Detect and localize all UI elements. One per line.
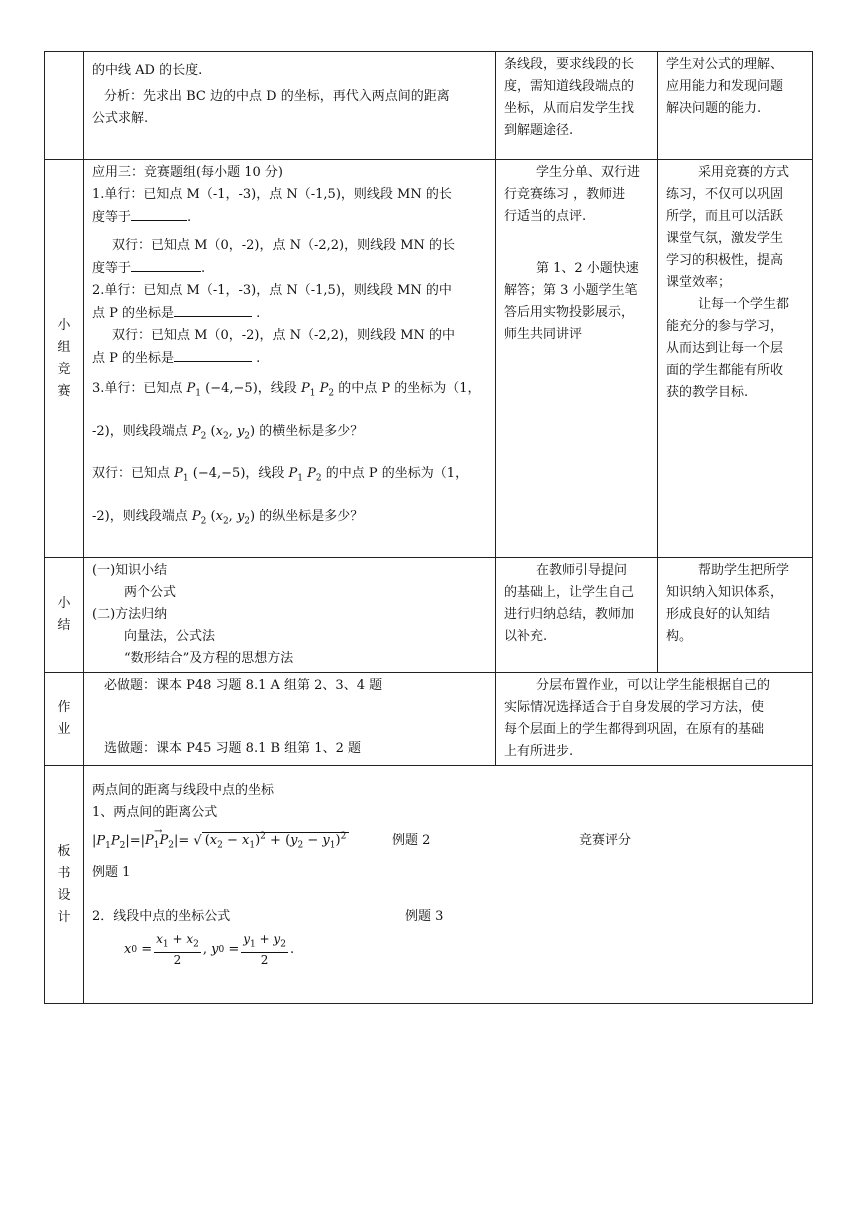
row-summary [45, 558, 813, 673]
homework-note-line: 实际情况选择适合于自身发展的学习方法，使 [504, 700, 765, 715]
q3-double-line-2: -2)，则线段端点 $P_2$ ($x_2$, $y_2$) 的纵坐标是多少？ [92, 508, 364, 527]
row3-right-line: 构。 [666, 629, 693, 644]
row1-right-line: 应用能力和发现问题 [666, 79, 784, 94]
row2-mid-line: 第 1、2 小题快速 [536, 261, 639, 276]
q3-single-line-2: -2)，则线段端点 $P_2$ ($x_2$, $y_2$) 的横坐标是多少？ [92, 423, 364, 442]
row3-mid-line: 进行归纳总结，教师加 [504, 607, 635, 622]
q2-double-line-2: 点 P 的坐标是 . [92, 347, 489, 370]
row2-right-line: 课堂效率； [666, 275, 732, 290]
row-group-contest [45, 160, 813, 558]
row-board-design [45, 766, 813, 1004]
row3-mid-line: 以补充. [504, 629, 548, 644]
row2-right-line: 获的教学目标. [666, 385, 749, 400]
row2-right-line: 从而达到让每一个层 [666, 341, 784, 356]
q1-double-line-1: 双行：已知点 M（0，-2)，点 N（-2,2)，则线段 MN 的长 [112, 238, 456, 253]
row2-mid-line: 解答；第 3 小题学生笔 [504, 283, 638, 298]
row1-label [45, 52, 84, 160]
q1-single-line-1: 1.单行：已知点 M（-1，-3)，点 N（-1,5)，则线段 MN 的长 [92, 187, 452, 202]
board-title: 两点间的距离与线段中点的坐标 [92, 783, 275, 798]
distance-formula-line [92, 824, 806, 858]
homework-optional: 选做题：课本 P45 习题 8.1 B 组第 1、2 题 [104, 741, 361, 756]
homework-required: 必做题：课本 P48 习题 8.1 A 组第 2、3、4 题 [104, 678, 383, 693]
q3-double-line-1: 双行：已知点 $P_1$ (−4,−5)，线段 $P_1$ $P_2$ 的中点 P 的坐标为（1， [92, 466, 469, 484]
row1-mid-line: 度，需知道线段端点的 [504, 79, 635, 94]
lesson-plan-table [44, 51, 813, 1004]
row3-mid-line: 在教师引导提问 [536, 563, 628, 578]
row2-mid-line: 学生分单、双行进 [536, 165, 641, 180]
example-2: 例题 2 [392, 833, 431, 848]
row3-right-line: 帮助学生把所学 [698, 563, 790, 578]
row2-right-line: 所学，而且可以活跃 [666, 209, 784, 224]
row4-label: 作 业 [45, 673, 84, 766]
row1-right-line: 解决问题的能力. [666, 101, 762, 116]
row1-mid-line: 坐标，从而启发学生找 [504, 101, 635, 116]
answer-blank [174, 302, 252, 317]
row2-mid-line: 行竞赛练习 ，教师进 [504, 187, 626, 202]
row1-left-line-1: 的中线 AD 的长度. [92, 63, 203, 78]
q2-double-line-1: 双行：已知点 M（0，-2)，点 N（-2,2)，则线段 MN 的中 [112, 328, 456, 343]
midpoint-formula: x 0 = $\frac{x_1 + x_2}{2}$ , y 0 = $\frac{y_1 + y_2}{2}$ . [124, 932, 295, 968]
homework-note-line: 每个层面上的学生都得到巩固，在原有的基础 [504, 722, 765, 737]
row1-mid-line: 到解题途径. [504, 123, 574, 138]
board-sub1: 1、两点间的距离公式 [92, 805, 218, 820]
row-homework [45, 673, 813, 766]
row3-mid-line: 的基础上，让学生自己 [504, 585, 635, 600]
summary-line: 向量法，公式法 [124, 629, 216, 644]
row2-right-line: 学习的积极性，提高 [666, 253, 784, 268]
q3-single-line-1: 3.单行：已知点 $P_1$ (−4,−5)，线段 $P_1$ $P_2$ 的中点 P 的坐标为（1， [92, 381, 481, 399]
answer-blank [131, 257, 201, 272]
row2-right-line: 面的学生都能有所收 [666, 363, 784, 378]
row2-right-line: 练习，不仅可以巩固 [666, 187, 784, 202]
q2-single-line-2: 点 P 的坐标是 . [92, 302, 489, 325]
row2-mid-line: 行适当的点评. [504, 209, 587, 224]
row1-right-line: 学生对公式的理解、 [666, 57, 784, 72]
row-example-analysis [45, 52, 813, 160]
row2-right-line: 采用竞赛的方式 [698, 165, 790, 180]
contest-score: 竞赛评分 [579, 833, 632, 848]
row2-right-line: 课堂气氛，激发学生 [666, 231, 784, 246]
q1-single-line-2: 度等于 . [92, 206, 489, 229]
row2-mid-line: 师生共同讲评 [504, 327, 583, 342]
row2-right-line: 能充分的参与学习， [666, 319, 784, 334]
row1-left-line-3: 公式求解. [92, 111, 149, 126]
row3-right-line: 知识纳入知识体系， [666, 585, 784, 600]
row5-label: 板 书 设 计 [45, 766, 84, 1004]
example-3: 例题 3 [405, 909, 444, 924]
answer-blank [174, 347, 252, 362]
board-sub2: 2．线段中点的坐标公式 [92, 909, 231, 924]
summary-line: (一)知识小结 [92, 563, 168, 578]
q2-single-line-1: 2.单行：已知点 M（-1，-3)，点 N（-1,5)，则线段 MN 的中 [92, 283, 452, 298]
distance-formula: $|P_1P_2|=|$ → $P_1P_2|=$ √ $(x_2 - x_1)^2 + (y_2 - y_1)^2$ [92, 826, 392, 857]
row2-label: 小 组 竞 赛 [45, 160, 84, 558]
summary-line: “数形结合”及方程的思想方法 [124, 651, 294, 666]
row3-right-line: 形成良好的认知结 [666, 607, 771, 622]
row1-left-line-2: 分析：先求出 BC 边的中点 D 的坐标，再代入两点间的距离 [104, 89, 450, 104]
row1-mid-line: 条线段，要求线段的长 [504, 57, 635, 72]
example-1: 例题 1 [92, 865, 131, 880]
row2-right-line: 让每一个学生都 [698, 297, 790, 312]
summary-line: 两个公式 [124, 585, 177, 600]
row2-mid-line: 答后用实物投影展示， [504, 305, 635, 320]
contest-heading: 应用三：竞赛题组(每小题 10 分) [92, 165, 283, 180]
homework-note-line: 上有所进步. [504, 744, 574, 759]
homework-note-line: 分层布置作业，可以让学生能根据自己的 [536, 678, 771, 693]
row3-label: 小 结 [45, 558, 84, 673]
summary-line: (二)方法归纳 [92, 607, 168, 622]
q1-double-line-2: 度等于 . [92, 257, 489, 280]
answer-blank [131, 206, 187, 221]
